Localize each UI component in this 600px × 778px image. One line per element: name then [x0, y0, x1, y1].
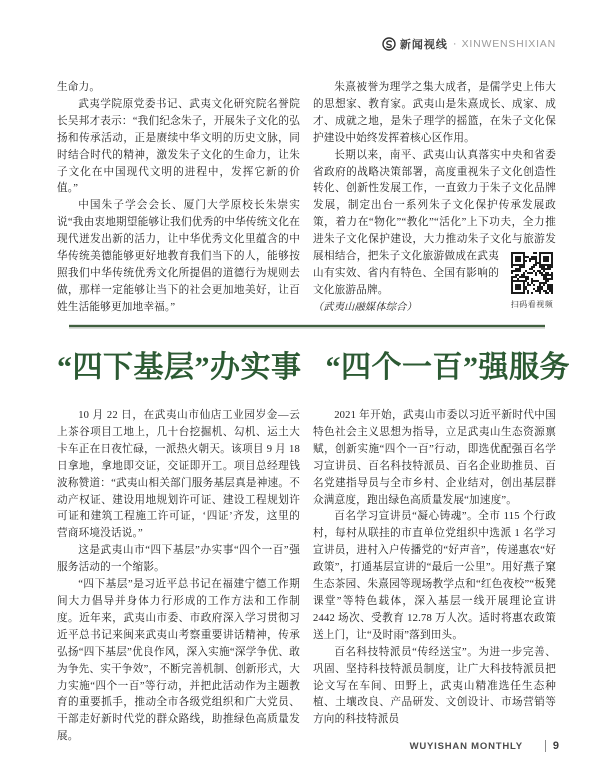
- brand-name-english: XINWENSHIXIAN: [461, 38, 556, 50]
- magazine-name: WUYISHAN MONTHLY: [409, 740, 523, 752]
- qr-code: [511, 252, 553, 294]
- footer-divider: [545, 740, 546, 752]
- paragraph-text-before-qr: 长期以来，南平、武夷山认真落实中央和省委省政府的战略决策部署，高度重视朱子文化创造性转化、创新性发展工作，一直致力于朱子文化品牌发展，制定出台一系列朱子文化保护传承发展政策，着力在“物化”“教化”“活化”上下功夫，全力推进朱子文化保护建设，大力推动朱子文化与旅游发展相结合，把: [313, 149, 556, 263]
- qr-caption: 扫码看视频: [510, 300, 554, 310]
- bottom-article-left-column: [57, 408, 300, 746]
- page-footer: [410, 740, 559, 752]
- page-number: 9: [552, 740, 559, 752]
- paragraph: 武夷学院原党委书记、武夷文化研究院名誉院长吴邦才表示：“我们纪念朱子，开展朱子文化的弘扬和传承活动，正是赓续中华文明的历史文脉，同时结合时代的精神，激发朱子文化的生命力，让朱子文化在中国现代文明的进程中，发挥它新的价值。”: [57, 98, 300, 195]
- paragraph: “四下基层”是习近平总书记在福建宁德工作期间大力倡导并身体力行形成的工作方法和工作制度。近年来，武夷山市委、市政府深入学习贯彻习近平总书记来闽来武夷山考察重要讲话精神，传承弘扬“四下基层”优良作风，深入实施“深学争优、敢为争先、实干争效”，不断完善机制、创新形式，大力实施“四个一百”等行动，并把此活动作为主题教育的重要抓手，推动全市各级党组织和广大党员、干部走好新时代党的群众路线，助推绿色高质量发展。: [57, 579, 300, 743]
- brand-name-chinese: 新闻视线: [399, 39, 448, 51]
- brand-separator: ·: [452, 38, 457, 50]
- article-headline: [57, 348, 570, 388]
- page-header: [382, 36, 556, 52]
- xinwen-shixian-logo-icon: [382, 37, 396, 51]
- paragraph: 朱熹被誉为理学之集大成者，是儒学史上伟大的思想家、教育家。武夷山是朱熹成长、成家、成才、成就之地，是朱子理学的摇篮，在朱子文化保护建设中始终发挥着核心区作用。: [313, 82, 556, 144]
- top-article-left-column: [57, 80, 300, 317]
- paragraph-continuation: 生命力。: [57, 82, 101, 93]
- paragraph: 百名学习宣讲员“凝心铸魂”。全市 115 个行政村，每村从联挂的市直单位党组织中选派 1 名学习宣讲员，进村入户传播党的“好声音”，传递惠农“好政策”，打通基层宣讲的“最后一公里”。用好燕子窠生态茶园、朱熹园等现场教学点和“红色夜校”“板凳课堂”等特色载体，深入基层一线开展理论宣讲 2442 场次、受教育 12.78 万人次。适时将惠农政策送上门，让“及时雨”落到田头。: [313, 511, 556, 641]
- paragraph-text-after-qr: 朱子文化旅游做成在武夷山有实效、省内有特色、全国有影响的文化旅游品牌。: [313, 251, 499, 296]
- headline-part-2: “四个一百”强服务: [325, 351, 570, 384]
- paragraph: 中国朱子学会会长、厦门大学原校长朱崇实说“我由衷地期望能够让我们优秀的中华传统文化在现代迸发出新的活力，让中华优秀文化里蕴含的中华传统美德能够更好地教育我们当下的人，能够按照我们中华传统优秀文化所提倡的道德行为规则去做，那样一定能够让当下的社会更加地美好，让百姓生活能够更加地幸福。”: [57, 200, 300, 313]
- qr-block: [508, 252, 556, 314]
- top-article-right-column: [313, 80, 556, 317]
- paragraph: 百名科技特派员“传经送宝”。为进一步完善、巩固、坚持科技特派员制度，让广大科技特派员把论文写在车间、田野上，武夷山精准选任生态种植、土壤改良、产品研发、文创设计、市场营销等方向的科技特派员: [313, 646, 556, 726]
- bottom-article-section: [57, 408, 556, 746]
- section-divider-rule: [69, 325, 545, 327]
- paragraph: 10 月 22 日，在武夷山市仙店工业园岁金—云上茶谷项目工地上，几十台挖掘机、勾机、运土大卡车正在日夜忙碌，一派热火朝天。该项目 9 月 18 日拿地，拿地即交证，交证即开工。项目总经理钱波称赞道：“武夷山相关部门服务基层真是神速。不动产权证、建设用地规划许可证、建设工程规划许可证和建筑工程施工许可证，‘四证’齐发，这里的营商环境没话说。”: [57, 410, 300, 540]
- bottom-article-right-column: [313, 408, 556, 746]
- source-credit: （武夷山融媒体综合）: [313, 301, 417, 313]
- headline-part-1: “四下基层”办实事: [57, 351, 302, 384]
- top-article-section: [57, 80, 556, 317]
- paragraph: 2021 年开始，武夷山市委以习近平新时代中国特色社会主义思想为指导，立足武夷山生态资源禀赋，创新实施“四个一百”行动，即选优配强百名学习宣讲员、百名科技特派员、百名企业助推员、百名党建指导员与全市乡村、企业结对，创出基层群众满意度，跑出绿色高质量发展“加速度”。: [313, 410, 556, 506]
- paragraph: 这是武夷山市“四下基层”办实事“四个一百”强服务活动的一个缩影。: [57, 545, 300, 574]
